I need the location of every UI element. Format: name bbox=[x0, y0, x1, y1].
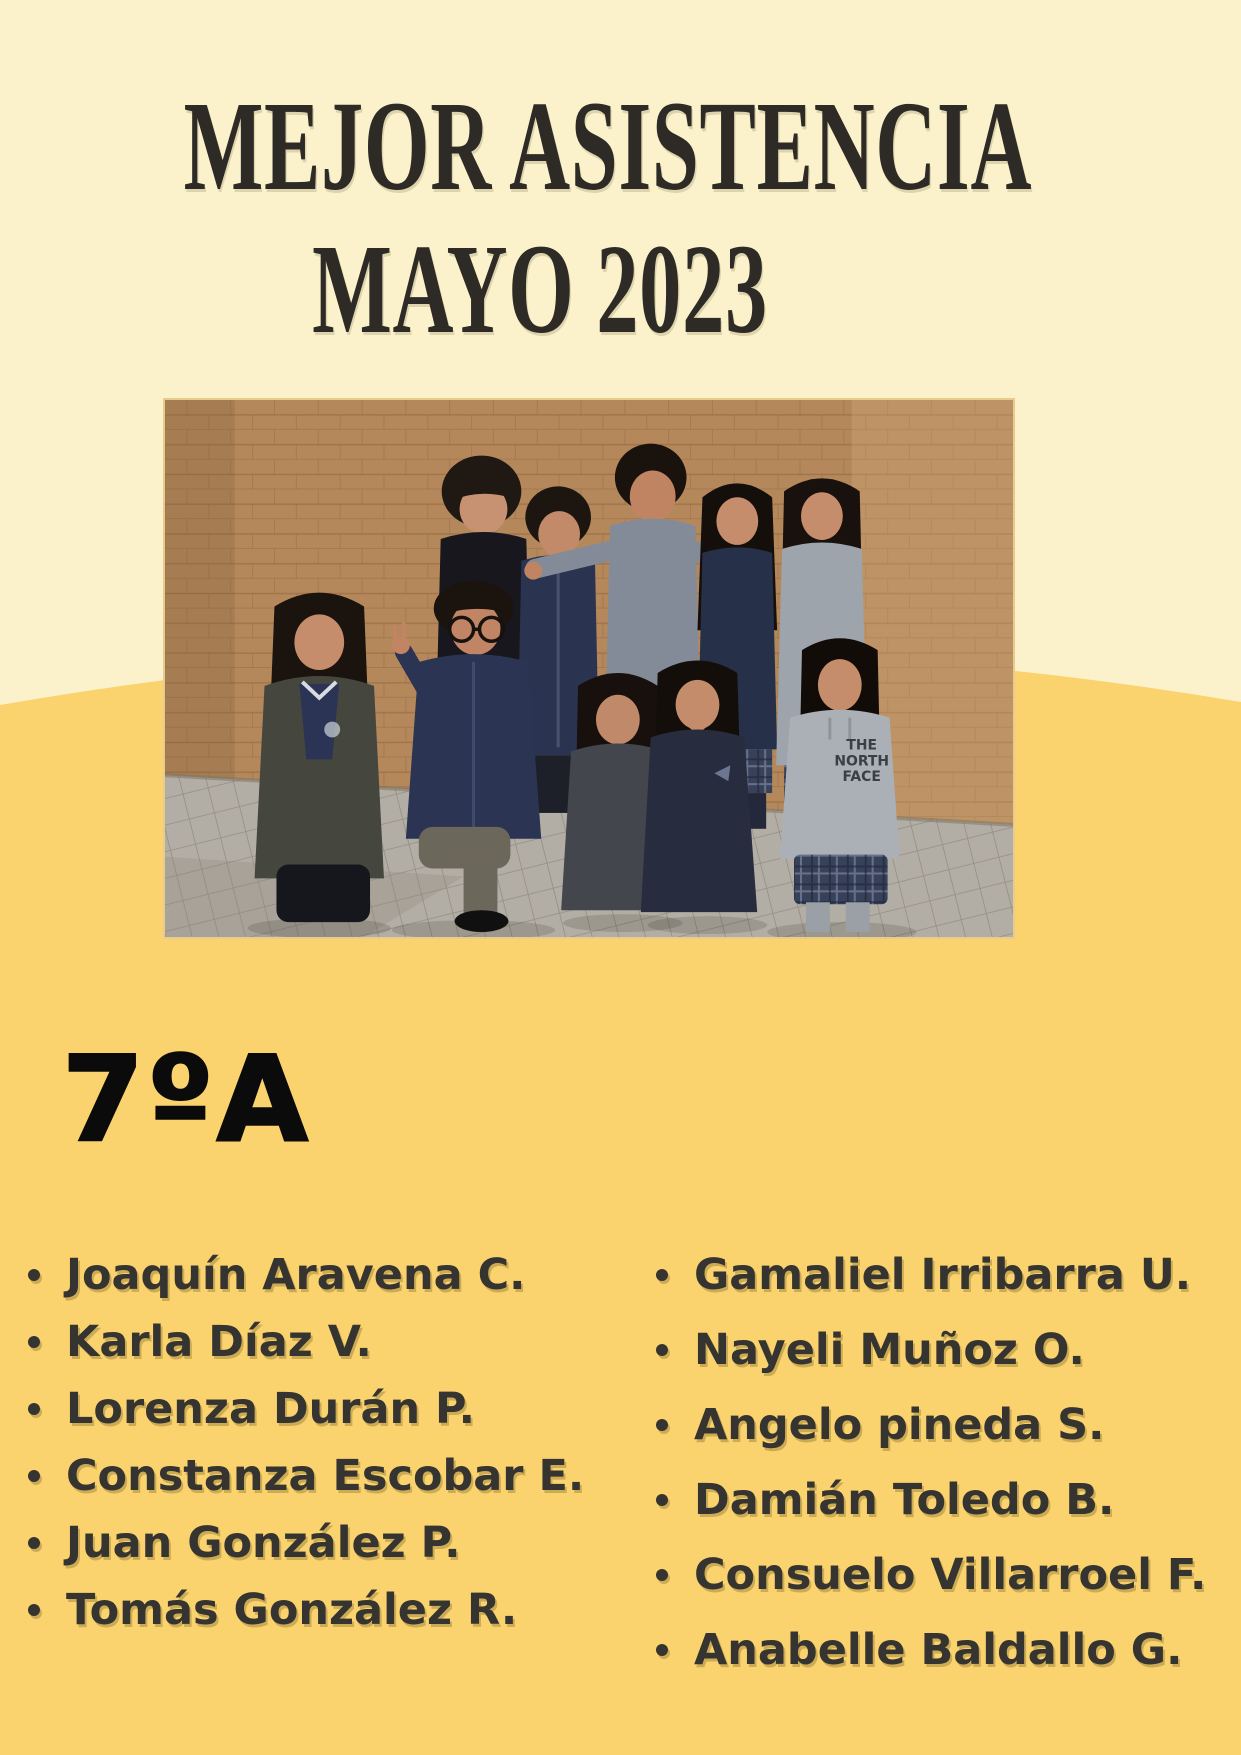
bullet-icon bbox=[28, 1269, 40, 1281]
student-name: Joaquín Aravena C. bbox=[66, 1249, 526, 1300]
student-name: Gamaliel Irribarra U. bbox=[694, 1249, 1192, 1300]
bullet-icon bbox=[656, 1344, 668, 1356]
title-line-1: MEJOR ASISTENCIA bbox=[183, 75, 1033, 217]
list-item bbox=[28, 1241, 584, 1308]
roster-right-list bbox=[656, 1237, 1206, 1687]
list-item bbox=[28, 1576, 584, 1643]
student-name: Karla Díaz V. bbox=[66, 1316, 372, 1367]
student-name: Anabelle Baldallo G. bbox=[694, 1624, 1183, 1675]
list-item bbox=[656, 1537, 1206, 1612]
bullet-icon bbox=[28, 1403, 40, 1415]
list-item bbox=[28, 1375, 584, 1442]
list-item bbox=[656, 1312, 1206, 1387]
hoodie-text-the: THE bbox=[846, 737, 878, 754]
bullet-icon bbox=[656, 1494, 668, 1506]
student-name: Juan González P. bbox=[66, 1517, 461, 1568]
student-name: Damián Toledo B. bbox=[694, 1474, 1115, 1525]
title-line-2: MAYO 2023 bbox=[312, 218, 768, 360]
hoodie-text-face: FACE bbox=[842, 769, 881, 786]
bullet-icon bbox=[656, 1419, 668, 1431]
list-item bbox=[28, 1308, 584, 1375]
list-item bbox=[656, 1612, 1206, 1687]
student-name: Tomás González R. bbox=[66, 1584, 518, 1635]
student-front-left-girl bbox=[255, 593, 384, 923]
student-name: Angelo pineda S. bbox=[694, 1399, 1105, 1450]
list-item bbox=[28, 1442, 584, 1509]
list-item bbox=[656, 1462, 1206, 1537]
list-item bbox=[656, 1387, 1206, 1462]
poster-title bbox=[0, 75, 1080, 361]
list-item bbox=[656, 1237, 1206, 1312]
bullet-icon bbox=[656, 1269, 668, 1281]
student-name: Constanza Escobar E. bbox=[66, 1450, 585, 1501]
bullet-icon bbox=[656, 1569, 668, 1581]
student-name: Lorenza Durán P. bbox=[66, 1383, 476, 1434]
bullet-icon bbox=[28, 1470, 40, 1482]
list-item bbox=[28, 1509, 584, 1576]
bullet-icon bbox=[28, 1336, 40, 1348]
bullet-icon bbox=[28, 1604, 40, 1616]
student-name: Consuelo Villarroel F. bbox=[694, 1549, 1207, 1600]
bullet-icon bbox=[28, 1537, 40, 1549]
class-photo bbox=[163, 398, 1015, 939]
bullet-icon bbox=[656, 1644, 668, 1656]
hoodie-text-north: NORTH bbox=[834, 753, 890, 770]
grade-heading: 7ºA bbox=[62, 1030, 311, 1168]
roster-left-list bbox=[28, 1241, 584, 1643]
student-name: Nayeli Muñoz O. bbox=[694, 1324, 1085, 1375]
